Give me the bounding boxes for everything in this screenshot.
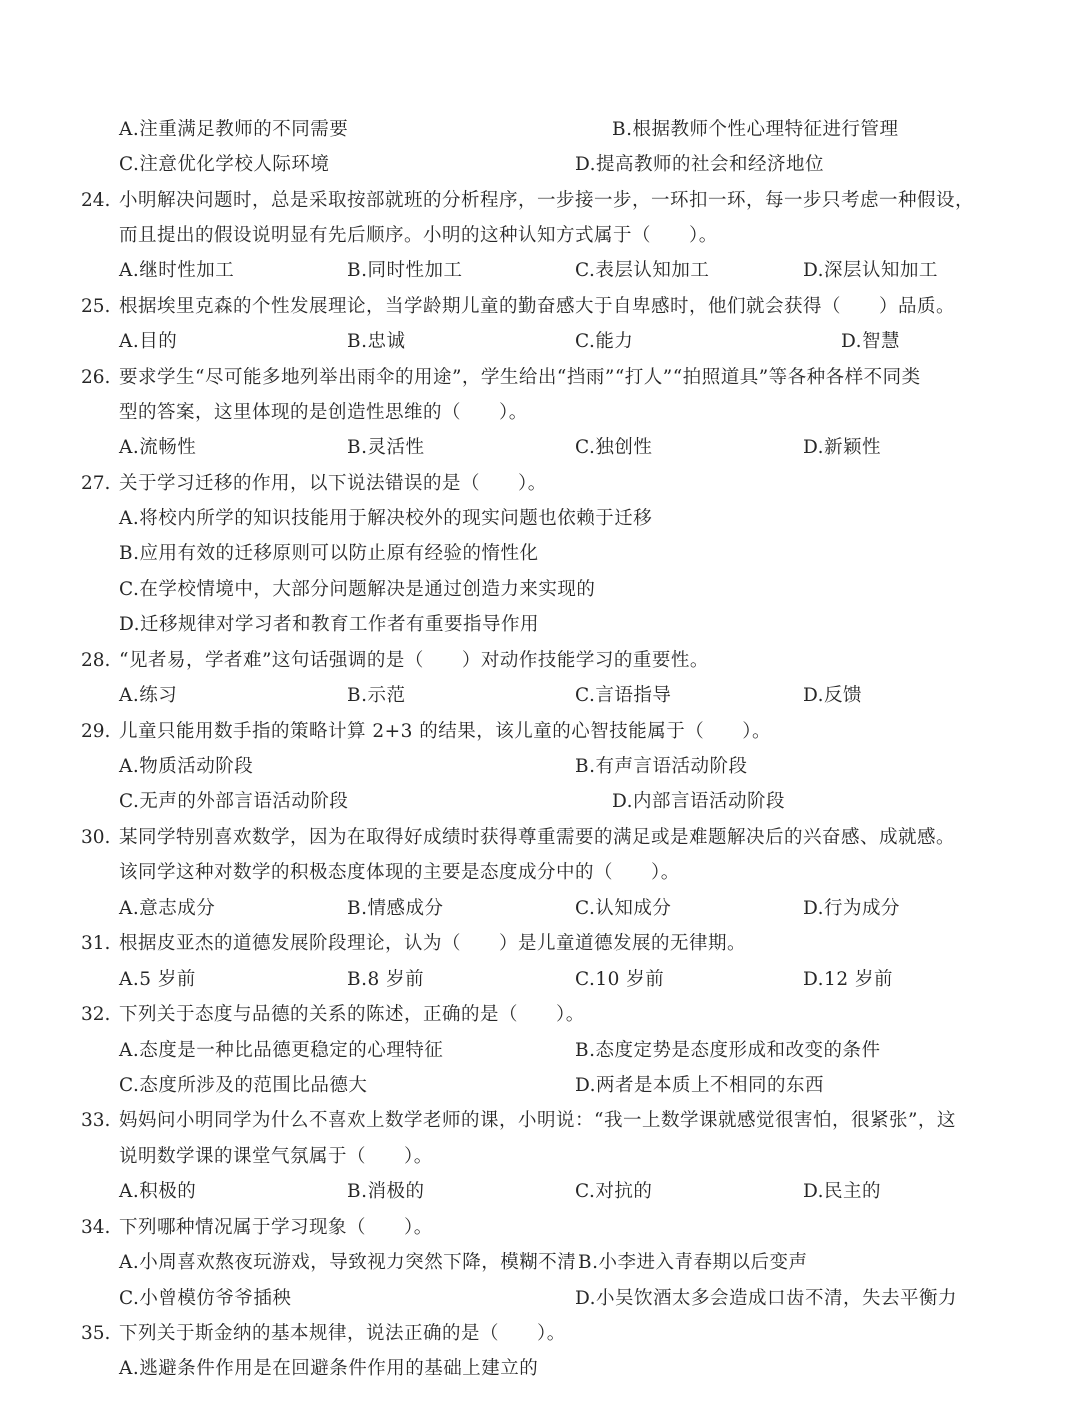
option-text: C.态度所涉及的范围比品德大	[119, 1075, 368, 1096]
option-text: C.能力	[575, 331, 634, 352]
question-number: 27.	[81, 473, 111, 494]
option-text: D.反馈	[803, 685, 863, 706]
option-text: D.行为成分	[803, 898, 901, 919]
option-text: D.提高教师的社会和经济地位	[575, 154, 825, 175]
option-text: D.内部言语活动阶段	[612, 791, 786, 812]
question-number: 25.	[81, 296, 111, 317]
option-text: D.小吴饮酒太多会造成口齿不清，失去平衡力	[575, 1288, 958, 1309]
option-text: D.民主的	[803, 1181, 882, 1202]
question-number: 28.	[81, 650, 111, 671]
option-text: A.积极的	[119, 1181, 197, 1202]
option-text: C.对抗的	[575, 1181, 653, 1202]
option-text: B.应用有效的迁移原则可以防止原有经验的惰性化	[119, 543, 539, 564]
option-text: C.在学校情境中，大部分问题解决是通过创造力来实现的	[119, 579, 596, 600]
option-text: C.独创性	[575, 437, 653, 458]
question-number: 34.	[81, 1217, 111, 1238]
option-text: D.新颖性	[803, 437, 882, 458]
option-text: B.示范	[347, 685, 406, 706]
option-text: D.两者是本质上不相同的东西	[575, 1075, 825, 1096]
option-text: B.情感成分	[347, 898, 444, 919]
question-stem: 根据埃里克森的个性发展理论，当学龄期儿童的勤奋感大于自卑感时，他们就会获得（ ）品质。	[119, 296, 956, 317]
option-text: A.目的	[119, 331, 178, 352]
option-text: B.消极的	[347, 1181, 425, 1202]
option-text: B.小李进入青春期以后变声	[578, 1252, 808, 1273]
option-text: A.注重满足教师的不同需要	[119, 119, 349, 140]
option-text: A.将校内所学的知识技能用于解决校外的现实问题也依赖于迁移	[119, 508, 653, 529]
option-text: D.12 岁前	[803, 969, 893, 990]
option-text: A.物质活动阶段	[119, 756, 254, 777]
option-text: C.无声的外部言语活动阶段	[119, 791, 349, 812]
question-stem: 该同学这种对数学的积极态度体现的主要是态度成分中的（ ）。	[119, 862, 680, 883]
option-text: B.8 岁前	[347, 969, 425, 990]
option-text: A.逃避条件作用是在回避条件作用的基础上建立的	[119, 1358, 539, 1379]
question-stem: 小明解决问题时，总是采取按部就班的分析程序，一步接一步，一环扣一环，每一步只考虑一种假设，	[119, 190, 975, 211]
question-stem: 某同学特别喜欢数学，因为在取得好成绩时获得尊重需要的满足或是难题解决后的兴奋感、成就感。	[119, 827, 956, 848]
question-number: 29.	[81, 721, 111, 742]
option-text: D.迁移规律对学习者和教育工作者有重要指导作用	[119, 614, 540, 635]
question-stem: 下列哪种情况属于学习现象（ ）。	[119, 1217, 433, 1238]
option-text: C.言语指导	[575, 685, 672, 706]
question-stem: 根据皮亚杰的道德发展阶段理论，认为（ ）是儿童道德发展的无律期。	[119, 933, 747, 954]
option-text: B.态度定势是态度形成和改变的条件	[575, 1040, 881, 1061]
option-text: D.智慧	[841, 331, 901, 352]
question-number: 24.	[81, 190, 111, 211]
option-text: C.注意优化学校人际环境	[119, 154, 330, 175]
question-number: 26.	[81, 367, 111, 388]
option-text: C.小曾模仿爷爷插秧	[119, 1288, 292, 1309]
question-stem: 要求学生“尽可能多地列举出雨伞的用途”，学生给出“挡雨”“打人”“拍照道具”等各种各样不同类	[119, 367, 921, 388]
question-stem: 而且提出的假设说明显有先后顺序。小明的这种认知方式属于（ ）。	[119, 225, 718, 246]
option-text: C.10 岁前	[575, 969, 665, 990]
option-text: A.练习	[119, 685, 178, 706]
question-stem: 下列关于斯金纳的基本规律，说法正确的是（ ）。	[119, 1323, 566, 1344]
option-text: B.同时性加工	[347, 260, 463, 281]
question-stem: 妈妈问小明同学为什么不喜欢上数学老师的课，小明说：“我一上数学课就感觉很害怕，很紧张”，这	[119, 1110, 956, 1131]
option-text: A.小周喜欢熬夜玩游戏，导致视力突然下降，模糊不清	[119, 1252, 577, 1273]
option-text: A.继时性加工	[119, 260, 235, 281]
option-text: A.5 岁前	[119, 969, 196, 990]
question-stem: 下列关于态度与品德的关系的陈述，正确的是（ ）。	[119, 1004, 585, 1025]
option-text: A.态度是一种比品德更稳定的心理特征	[119, 1040, 444, 1061]
question-number: 30.	[81, 827, 111, 848]
question-number: 35.	[81, 1323, 111, 1344]
question-stem: 关于学习迁移的作用，以下说法错误的是（ ）。	[119, 473, 547, 494]
option-text: C.认知成分	[575, 898, 672, 919]
question-number: 31.	[81, 933, 111, 954]
option-text: D.深层认知加工	[803, 260, 939, 281]
option-text: C.表层认知加工	[575, 260, 710, 281]
option-text: B.灵活性	[347, 437, 425, 458]
question-stem: 儿童只能用数手指的策略计算 2+3 的结果，该儿童的心智技能属于（ ）。	[119, 721, 772, 742]
question-stem: 型的答案，这里体现的是创造性思维的（ ）。	[119, 402, 528, 423]
question-number: 32.	[81, 1004, 111, 1025]
question-stem: 说明数学课的课堂气氛属于（ ）。	[119, 1146, 433, 1167]
question-stem: “见者易，学者难”这句话强调的是（ ）对动作技能学习的重要性。	[119, 650, 709, 671]
option-text: A.意志成分	[119, 898, 216, 919]
option-text: B.根据教师个性心理特征进行管理	[612, 119, 899, 140]
option-text: A.流畅性	[119, 437, 197, 458]
option-text: B.忠诚	[347, 331, 406, 352]
option-text: B.有声言语活动阶段	[575, 756, 748, 777]
question-number: 33.	[81, 1110, 111, 1131]
